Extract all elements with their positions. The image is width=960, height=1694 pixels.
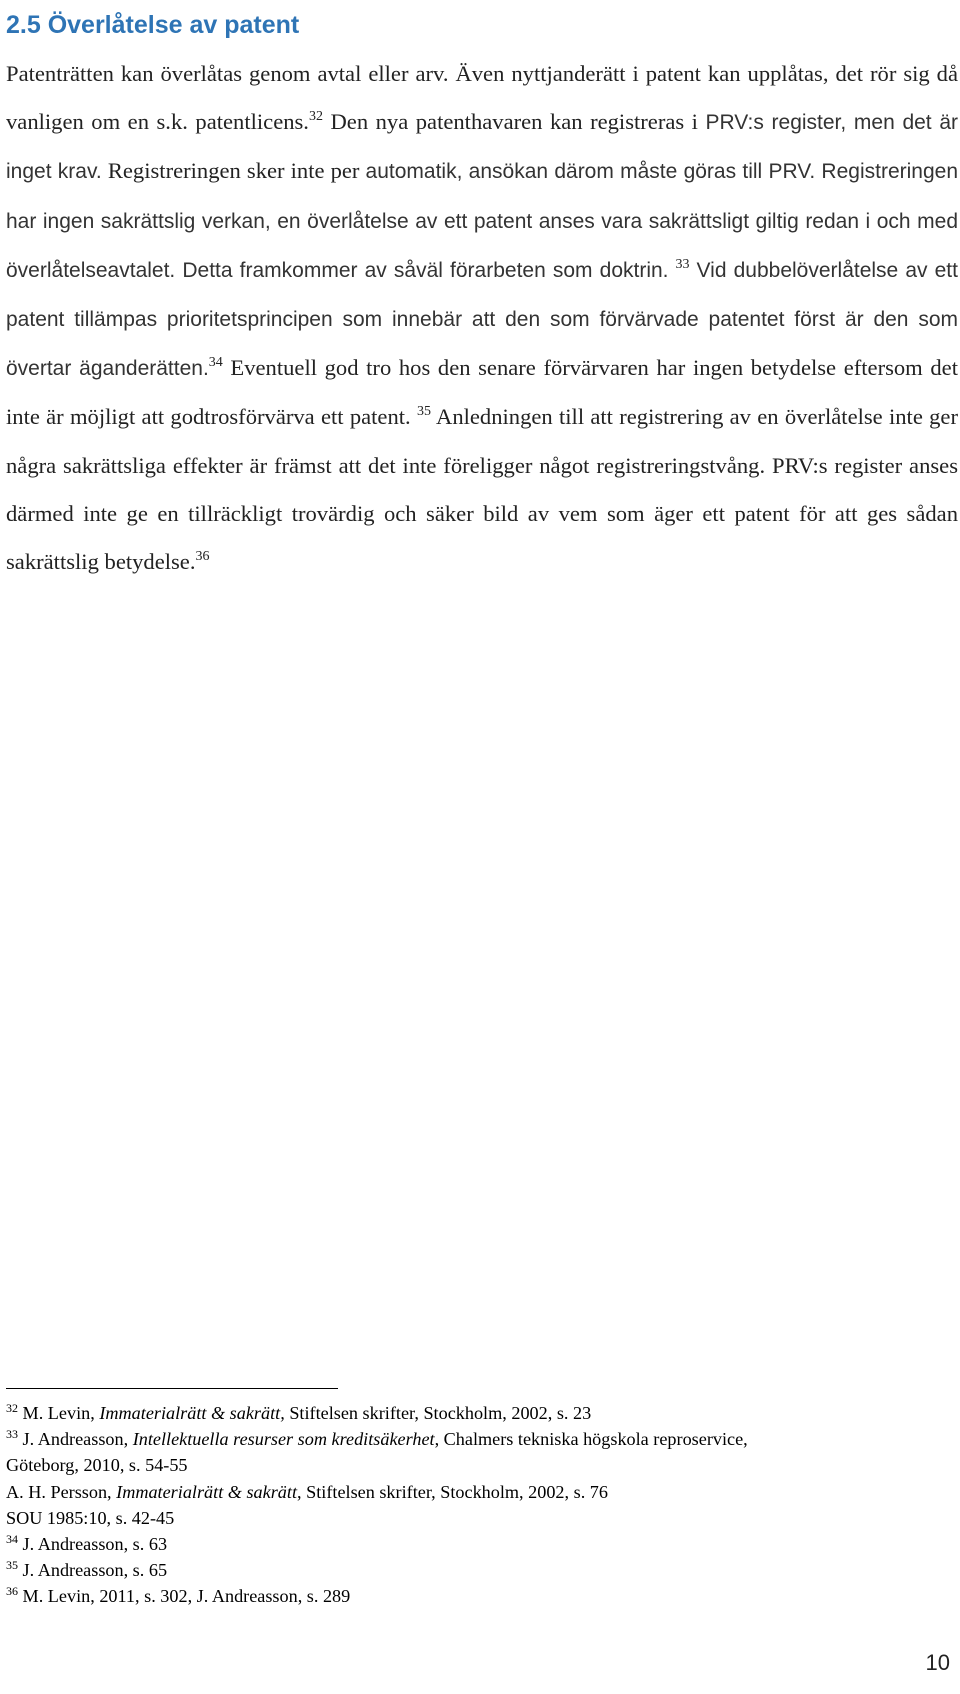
footnote-33 [6,1426,958,1452]
footnote-ref-34[interactable]: 34 [208,355,223,371]
sentence-2b: PRV:s register, men det är inget krav. [6,111,959,184]
footnote-author: J. Andreasson, [18,1429,133,1450]
sentence-6: Anledningen till att registrering av en överlåtelse inte ger några sakrättsliga effekter är främst att det inte föreligger något registreringstvång. PRV:s register anses därmed inte ge en tillräckligt trovärdig och säker bild av vem som äger ett patent för att ges sådan sakrättslig betydelse. [6,404,958,575]
sentence-3a: Registreringen sker inte per [101,158,366,184]
footnote-32 [6,1400,958,1426]
footnote-author: A. H. Persson, [6,1481,117,1502]
footnote-separator [6,1388,338,1389]
footnote-source: , Chalmers tekniska högskola reproservice, [434,1429,748,1450]
sentence-5: Eventuell god tro hos den senare förvärvaren har ingen betydelse eftersom det inte är möjligt att godtrosförvärva ett patent. [6,355,958,430]
footnote-text: J. Andreasson, s. 63 [18,1534,168,1555]
footnote-text: J. Andreasson, s. 65 [18,1560,168,1581]
sentence-2a: Den nya patenthavaren kan registreras i [322,109,706,135]
footnote-number: 33 [6,1427,18,1442]
footnote-33-third-source: SOU 1985:10, s. 42-45 [6,1507,175,1528]
footnote-title: Immaterialrätt & sakrätt, [99,1403,285,1423]
footnote-source: , Stiftelsen skrifter, Stockholm, 2002, s. 76 [297,1481,608,1502]
sentence-1: Patenträtten kan överlåtas genom avtal eller arv. Även nyttjanderätt i patent kan upplåtas, det rör sig då vanligen om en s.k. patentlicens. [6,61,958,135]
footnote-number: 35 [6,1558,18,1573]
page-number: 10 [925,1650,950,1675]
footnote-36 [6,1583,958,1609]
footnote-title: Intellektuella resurser som kreditsäkerhet [132,1429,435,1450]
footnote-title: Immaterialrätt & sakrätt [116,1481,298,1502]
footnote-author: M. Levin, [18,1403,100,1423]
footnotes [6,1400,958,1610]
footnote-source: Stiftelsen skrifter, Stockholm, 2002, s. 23 [284,1403,592,1423]
footnote-number: 36 [6,1584,18,1599]
sentence-3b: automatik, ansökan därom måste göras till PRV. Registreringen har ingen sakrättslig verkan, en överlåtelse av ett patent anses vara sakrättsligt giltig redan i och med överlåtelseavtalet. Detta framkommer av såväl förarbeten som doktrin. [6,160,958,282]
section-heading: 2.5 Överlåtelse av patent [6,11,300,39]
footnote-33-continued: Göteborg, 2010, s. 54-55 [6,1455,188,1476]
footnote-number: 32 [6,1401,18,1415]
footnote-35 [6,1557,958,1583]
footnote-number: 34 [6,1532,18,1547]
body-paragraph [6,50,958,586]
sentence-4: Vid dubbelöverlåtelse av ett patent tillämpas prioritetsprincipen som innebär att den som förvärvade patentet först är den som övertar äganderätten. [6,258,958,381]
footnote-text: M. Levin, 2011, s. 302, J. Andreasson, s. 289 [18,1586,351,1607]
footnote-ref-32[interactable]: 32 [308,109,323,125]
footnote-ref-36[interactable]: 36 [195,549,210,565]
footnote-33-second-source [6,1479,958,1505]
footnote-ref-35[interactable]: 35 [416,404,431,420]
footnote-ref-33[interactable]: 33 [675,256,690,272]
footnote-34 [6,1531,958,1557]
